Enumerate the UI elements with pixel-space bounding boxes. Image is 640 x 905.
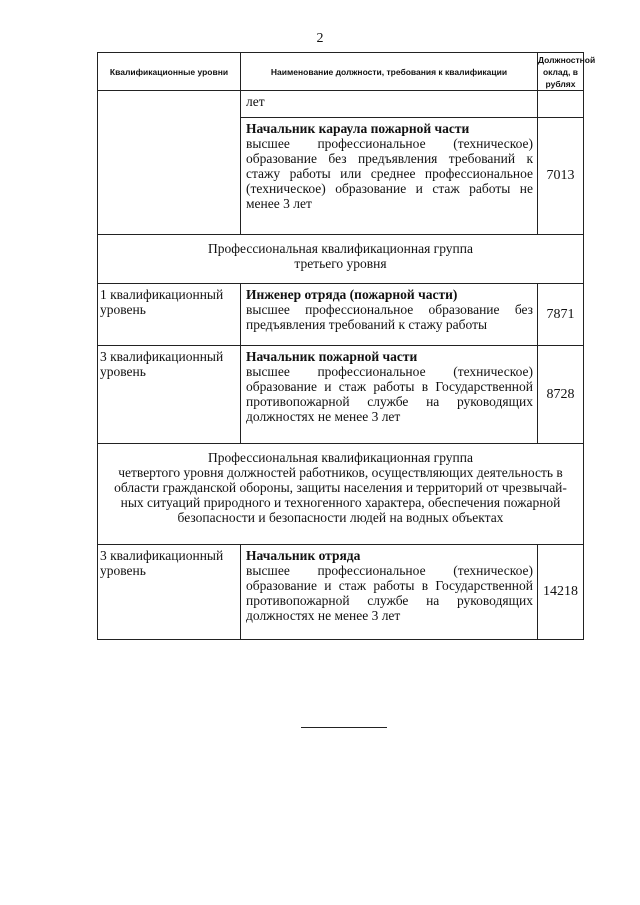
position-requirements: высшее профессиональное (техническое) образование и стаж работы в Государственной противопожарной службе на руководящих должностях не менее 3 лет <box>246 364 533 424</box>
position-title: Инженер отряда (пожарной части) <box>246 287 458 302</box>
position-title: Начальник караула пожарной части <box>246 121 470 136</box>
salary-value: 14218 <box>538 545 584 640</box>
header-position-requirements: Наименование должности, требования к квалификации <box>241 53 538 91</box>
group-header-row-level-4 <box>98 444 584 545</box>
salary-cell-empty <box>538 91 584 118</box>
group-header-line1: Профессиональная квалификационная группа <box>208 241 473 256</box>
position-cell <box>241 284 538 346</box>
level-cell: 3 квалификационный уровень <box>98 545 241 640</box>
position-requirements: высшее профессиональное (техническое) образование и стаж работы в Государственной противопожарной службе на руководящих должностях не менее 3 лет <box>246 563 533 623</box>
table-header-row <box>98 53 584 91</box>
salary-value: 8728 <box>538 346 584 444</box>
header-qualification-levels: Квалификационные уровни <box>98 53 241 91</box>
salary-value: 7871 <box>538 284 584 346</box>
group-header-row-level-3 <box>98 235 584 284</box>
position-title: Начальник пожарной части <box>246 349 418 364</box>
header-salary: Должностной оклад, в рублях <box>538 54 596 89</box>
continuation-text: лет <box>241 91 538 118</box>
position-cell <box>241 346 538 444</box>
page-number: 2 <box>316 31 324 46</box>
qualification-salary-table <box>97 52 596 640</box>
table-row-engineer <box>98 284 584 346</box>
group-header-line2: третьего уровня <box>294 256 387 271</box>
position-cell <box>241 545 538 640</box>
salary-value: 7013 <box>538 118 584 235</box>
table-row-continuation <box>98 91 584 118</box>
level-cell: 1 квалификационный уровень <box>98 284 241 346</box>
group-header-line1: Профессиональная квалификационная группа <box>208 450 473 465</box>
group-header-line2: четвертого уровня должностей работников, осуществляющих деятельность в области гражданской обороны, защиты населения и территорий от чрезвычайных ситуаций природного и техногенного характера, обеспечения пожарной безопасности и безопасности людей на водных объектах <box>114 465 567 525</box>
table-row-detachment-chief <box>98 545 584 640</box>
level-cell: 3 квалификационный уровень <box>98 346 241 444</box>
position-title: Начальник отряда <box>246 548 361 563</box>
group-header-level-4 <box>98 444 584 545</box>
group-header-level-3 <box>98 235 584 284</box>
position-requirements: высшее профессиональное образование без предъявления требований к стажу работы <box>246 302 533 332</box>
end-divider-line <box>301 727 387 728</box>
level-cell-empty <box>98 91 241 235</box>
position-requirements: высшее профессиональное (техническое) образование без предъявления требований к стажу работы или среднее профессиональное (техническое) образование и стаж работы не менее 3 лет <box>246 136 533 211</box>
table-row-fire-station-chief <box>98 346 584 444</box>
position-cell <box>241 118 538 235</box>
